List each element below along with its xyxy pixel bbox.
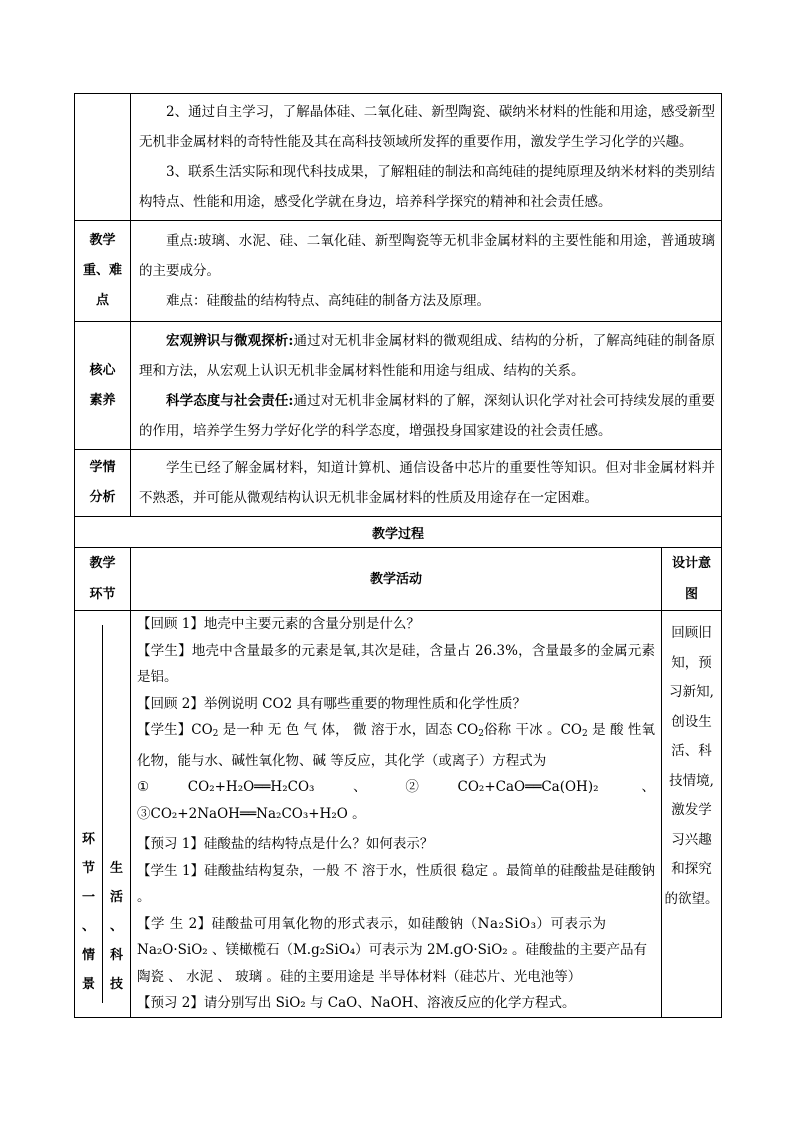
lesson-plan-table xyxy=(74,93,722,1018)
stage-one-row xyxy=(75,611,722,1018)
objective-3: 3、联系生活实际和现代科技成果，了解粗硅的制法和高纯硅的提纯原理及纳米材料的类别结构特点、性能和用途，感受化学就在身边，培养科学探究的精神和社会责任感。 xyxy=(139,164,715,210)
analysis-cell xyxy=(131,450,722,517)
difficult-point: 难点：硅酸盐的结构特点、高纯硅的制备方法及原理。 xyxy=(166,293,490,309)
student-answer-2: 【学生】$CO_2$ 是一种 无 色 气 体， 微 溶于水，固态 $CO_2$俗称 干冰 。$CO_2$ 是 酸 性氧化物，能与水、碱性氧化物、碱 等反应，其化学（或离子）方程式为 xyxy=(137,722,655,769)
objective-2: 2、通过自主学习，了解晶体硅、二氧化硅、新型陶瓷、碳纳米材料的性能和用途，感受新型无机非金属材料的奇特性能及其在高科技领域所发挥的重要作用，激发学生学习化学的兴趣。 xyxy=(139,104,715,150)
preview-1: 【预习 1】硅酸盐的结构特点是什么？如何表示？ xyxy=(137,836,434,852)
analysis-text: 学生已经了解金属材料，知道计算机、通信设备中芯片的重要性等知识。但对非金属材料并不熟悉，并可能从微观结构认识无机非金属材料的性质及用途存在一定困难。 xyxy=(139,460,715,506)
intent-header: 设计意 图 xyxy=(662,548,722,611)
focus-cell xyxy=(131,221,722,322)
process-title-row xyxy=(75,517,722,548)
student-2-answer-b: Na₂O·SiO₂ 、镁橄榄石（M.g₂SiO₄）可表示为 2M.gO·SiO₂ 。硅酸盐的主要产品有 xyxy=(137,942,648,958)
equations: ①CO₂+H₂O══H₂CO₃、②CO₂+CaO══Ca(OH)₂ 、③CO₂+2NaOH══Na₂CO₃+H₂O 。 xyxy=(137,779,655,822)
stage-inner xyxy=(75,625,130,1003)
review-1: 【回顾 1】地壳中主要元素的含量分别是什么？ xyxy=(137,616,420,632)
objectives-cell xyxy=(131,94,722,221)
student-2-answer-a: 【学 生 2】硅酸盐可用氧化物的形式表示，如硅酸钠（Na₂SiO₃）可表示为 xyxy=(137,915,607,932)
objectives-label-cell xyxy=(75,94,131,221)
preview-2: 【预习 2】请分别写出 SiO₂ 与 CaO、NaOH、溶液反应的化学方程式。 xyxy=(137,995,576,1011)
literacy-para-1: 宏观辨识与微观探析:通过对无机非金属材料的微观组成、结构的分析，了解高纯硅的制备原理和方法，从宏观上认识无机非金属材料性能和用途与组成、结构的关系。 xyxy=(139,332,716,379)
activity-header: 教学活动 xyxy=(131,548,662,611)
focus-row xyxy=(75,221,722,322)
literacy-row xyxy=(75,322,722,450)
analysis-label: 学情 分析 xyxy=(75,450,131,517)
review-2: 【回顾 2】举例说明 CO2 具有哪些重要的物理性质和化学性质？ xyxy=(137,695,526,712)
literacy-cell xyxy=(131,322,722,450)
process-header-row xyxy=(75,548,722,611)
stage-cell xyxy=(75,611,131,1018)
stage-col-1: 环 节 一 、 情 景 xyxy=(75,625,103,1003)
student-answer-1: 【学生】地壳中含量最多的元素是氧,其次是硅，含量占 26.3%，含量最多的金属元素是铝。 xyxy=(137,642,655,685)
focus-label: 教学 重、难 点 xyxy=(75,221,131,322)
student-2-answer-c: 陶瓷 、 水泥 、 玻璃 。硅的主要用途是 半导体材料（硅芯片、光电池等） xyxy=(137,968,582,985)
key-point: 重点:玻璃、水泥、硅、二氧化硅、新型陶瓷等无机非金属材料的主要性能和用途，普通玻璃的主要成分。 xyxy=(139,233,715,279)
intent-cell: 回顾旧 知，预 习新知, 创设生 活、科 技情境, 激发学 习兴趣 和探究 的欲望。 xyxy=(662,611,722,1018)
process-title: 教学过程 xyxy=(75,517,722,548)
objectives-row xyxy=(75,94,722,221)
stage-col-2: 生 活 、 科 技 xyxy=(109,860,123,992)
literacy-para-2: 科学态度与社会责任:通过对无机非金属材料的了解，深刻认识化学对社会可持续发展的重要的作用，培养学生努力学好化学的科学态度，增强投身国家建设的社会责任感。 xyxy=(139,392,716,439)
analysis-row xyxy=(75,450,722,517)
activities-cell xyxy=(131,611,662,1018)
literacy-label: 核心 素养 xyxy=(75,322,131,450)
stage-header: 教学 环节 xyxy=(75,548,131,611)
student-1-answer: 【学生 1】硅酸盐结构复杂，一般 不 溶于水，性质很 稳定 。最简单的硅酸盐是硅酸钠 。 xyxy=(137,862,655,905)
